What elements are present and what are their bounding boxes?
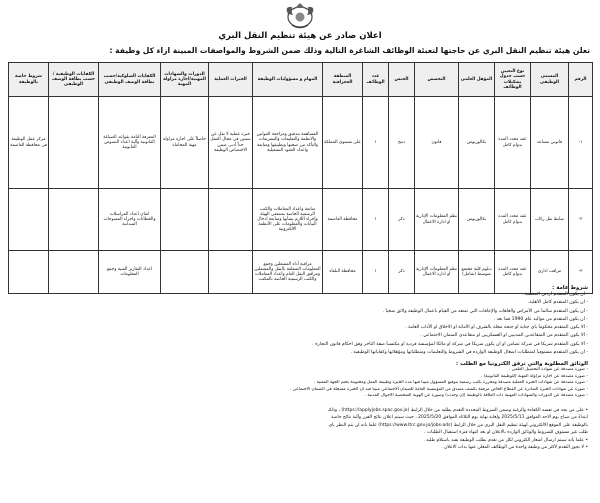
header-num: الرقم <box>569 63 593 97</box>
header-count: عدد الوظائف <box>363 63 389 97</box>
header-courses: الدورات والشهادات المهنية/اجازة مزاولة المهنة <box>161 63 209 97</box>
announcement-intro: تعلن هيئة تنظيم النقل البري عن حاجتها لتعبئة الوظائف الشاغرة التالية وذلك ضمن الشروط والمواصفات المبينة ازاء كل وظيفة : <box>109 46 590 55</box>
cell-type: عقد محدد المدة بدوام كامل <box>495 189 531 251</box>
cell-title: ضابط نقل ركاب <box>531 189 569 251</box>
cell-functional <box>49 189 99 251</box>
cell-gender: دمج <box>389 97 415 189</box>
list-item: - ألا يكون المتقدم من المتقاعدين المدنيين او العسكريين او متقاعدي الضمان الاجتماعي . <box>420 333 588 339</box>
header-degree: المؤهل العلمي <box>459 63 495 97</box>
header-functional: الكفايات الوظيفية / حسب بطاقة الوصف الوظيفي <box>49 63 99 97</box>
header-region: المنطقة الجغرافية <box>323 63 363 97</box>
required-documents-title: الوثائق المطلوبة والتي ترفق الكترونيا مع الطلب : <box>456 361 588 367</box>
header-behavioral: الكفايات السلوكية/حسب بطاقة الوصف الوظيفي <box>99 63 161 97</box>
table-row <box>9 97 593 189</box>
header-type: نوع التعيين حسب جدول تشكيلات الوظائف <box>495 63 531 97</box>
cell-degree: دبلوم كلية مجتمع متوسط (شامل) <box>459 251 495 294</box>
table-header-row <box>9 63 593 97</box>
jobs-table <box>8 62 593 294</box>
cell-special: مركز عمل الوظيفة في محافظة العاصمة <box>9 97 49 189</box>
general-conditions-title: شروط عامة : <box>552 285 588 291</box>
cell-behavioral: اتقان اعداد المراسلات والخطابات واجراء المسوحات الميدانية <box>99 189 161 251</box>
cell-count: ١ <box>363 251 389 294</box>
cell-courses: حاصلاً على اجازة مزاولة مهنة المحاماة <box>161 97 209 189</box>
cell-gender: ذكر <box>389 251 415 294</box>
list-item: - أن يكون المتقدم كامل الأهلية. <box>527 300 588 306</box>
cell-region: على مستوى المملكة <box>323 97 363 189</box>
cell-type: عقد محدد المدة بدوام كامل <box>495 251 531 294</box>
list-item: - ألا يكون المتقدم محكوماً بأي جناية أو جنحة مخلة بالشرف او الأمانة او الاخلاق او الآداب العامة . <box>405 325 588 331</box>
cell-num: ١- <box>569 97 593 189</box>
cell-major: قانون <box>415 97 459 189</box>
note-line: • لا يجوز التقدم لأكثر من وظيفة واحدة من الوظائف المعلن عنها بذات الاعلان . <box>441 445 588 451</box>
announcement-title: اعلان صادر عن هيئة تنظيم النقل البري <box>218 31 382 41</box>
cell-num: ٣- <box>569 251 593 294</box>
header-major: التخصص <box>415 63 459 97</box>
header-duties: المهام و مسؤوليات الوظيفة <box>253 63 323 97</box>
list-item: - صورة مصدقة عن اجازة مزاولة المهنة (للوظيفة القانونية) . <box>480 373 588 379</box>
cell-degree: بكالوريوس <box>459 97 495 189</box>
jordan-emblem-icon <box>283 2 317 30</box>
general-conditions <box>12 285 588 357</box>
list-item: - ألا يكون المتقدم شريكا في شركة تضامن او ان يكون شريكا في شركة او مالكا لمؤسسة فردية او مكتسباً صفة التاجر وفق احكام قانون التجارة . <box>312 341 588 347</box>
cell-duties: متابعة واعداد المعاملات والكتب الرسمية الخاصة بمنتفعي الهيئة وإجراء اللازم بشأنها ومتابعة ادخال البيانات والمعلومات على الأنظمة الالكترونية <box>253 189 323 251</box>
application-notes <box>12 407 588 451</box>
cell-functional <box>49 97 99 189</box>
list-item: - أن يكون المتقدم أردني الجنسية . <box>521 292 588 297</box>
cell-count: ١ <box>363 97 389 189</box>
cell-behavioral: اعداد التقارير الفنية وجمع المعلومات <box>99 251 161 294</box>
cell-title: قانوني مساعد <box>531 97 569 189</box>
cell-special <box>9 189 49 251</box>
cell-duties: المساهمة بتدقيق ومراجعة القوانين والانظمة والتعليمات والتشريعات والتأكد من صحتها وتطبيقها ومتابعة واعداد العقود التشغيلية <box>253 97 323 189</box>
required-documents <box>12 361 588 400</box>
cell-major: نظم المعلومات الإدارية او ادارة الاعمال <box>415 251 459 294</box>
list-item: - أن يكون المتقدم من مواليد عام 1990 فما بعد . <box>493 316 588 322</box>
cell-experience: خبرة عملية لا تقل عن سنتين في مجال العمل حداً أدنى ضمن الاختصاص الوظيفة <box>209 97 253 189</box>
cell-type: عقد محدد المدة بدوام كامل <box>495 97 531 189</box>
note-line: • على من يجد في نفسه الكفاءة والرغبة وضمن الشروط المحددة التقدم بطلبه من خلال الرابط (https://applyjobs.spac.gov.jo) ، وذلك <box>327 408 588 413</box>
cell-major: نظم المعلومات الإدارية او ادارة الاعمال <box>415 189 459 251</box>
cell-region: محافظة العاصمة <box>323 189 363 251</box>
note-line: ابتداءً من صباح يوم الاحد الموافق 2025/5/11 ولغاية نهاية يوم الثلاثاء الموافق 2025/5/20 ، حيث سيتم اعلان نتائج الفرز وآلية نتائج خاصة <box>331 415 588 421</box>
note-line: طلب غير مستوف للشروط والوثائق الواردة بالاعلان او بعد انتهاء فترة استقبال الطلبات . <box>424 430 588 436</box>
cell-region: محافظة البلقاء <box>323 251 363 294</box>
header-gender: الجنس <box>389 63 415 97</box>
cell-behavioral: المعرفة التامة بقواعد الصياغة القانونية وآلية اعداد النصوص القانونية <box>99 97 161 189</box>
header-experience: الخبرات العملية <box>209 63 253 97</box>
table-row <box>9 189 593 251</box>
note-line: • علما بانه سيتم ارسال اشعار الكتروني لكل من تقدم بطلب الوظيفة يفيد باستلام طلبه . <box>423 437 588 443</box>
list-item: - صورة عن شهادات الخبرة الصادرة عن القطاع الخاص مرفقة بكشف مصدق من المؤسسة العامة للضمان الاجتماعي مبيناً فيه ان الخبرة مسجلة في الضمان الاجتماعي . <box>289 386 588 392</box>
list-item: - صورة مصدقة عن الدورات والشهادات المهنية ذات العلاقة بالوظيفة (إن وجدت) وصورة عن الهوية الشخصية الأحوال المدنية . <box>364 393 588 399</box>
cell-courses <box>161 189 209 251</box>
cell-degree: بكالوريوس <box>459 189 495 251</box>
cell-num: ٢- <box>569 189 593 251</box>
cell-duties: مراقبة أداء المشغلين وجمع المعلومات المتعلقة بالنقل والمشغلين ومرافق النقل العام واعداد المعاملات والكتب الرسمية الخاصة بالمكتب <box>253 251 323 294</box>
cell-title: مراقب اداري <box>531 251 569 294</box>
cell-experience <box>209 189 253 251</box>
list-item: - أن يكون المتقدم مستوفياً لمتطلبات اشغال الوظيفة الواردة في الشروط والتعليمات ومتطلباتها ومؤهلاتها وكفاياتها الوظيفية . <box>350 350 588 356</box>
header-special: شروط خاصة بالوظيفة <box>9 63 49 97</box>
cell-count: ١ <box>363 189 389 251</box>
cell-gender: ذكر <box>389 189 415 251</box>
header-title: المسمى الوظيفي <box>531 63 569 97</box>
list-item: - صورة مصدقة عن شهادة التحصيل العلمي . <box>508 367 588 372</box>
list-item: - أن يكون المتقدم سالماً من الأمراض والعاهات والإعاقات التي تمنعه من القيام بأعمال الوظيفة ولائق صحياً . <box>382 308 588 314</box>
list-item: - صورة مصدقة عن شهادات الخبرة العملية مصدقة ومحررة بكتب رسمية بتوقيع المسؤول مبيناً فيها مدة الخبرة وطبيعة العمل ومختومة بختم الجهة المعنية . <box>313 380 588 386</box>
note-line: بالوظيفة على الموقع الالكتروني لهيئة تنظيم النقل البري من خلال الرابط (https://www.ltrc.gov.jo/jobs-ads) علما بانه لن يتم النظر بأي <box>328 422 588 428</box>
